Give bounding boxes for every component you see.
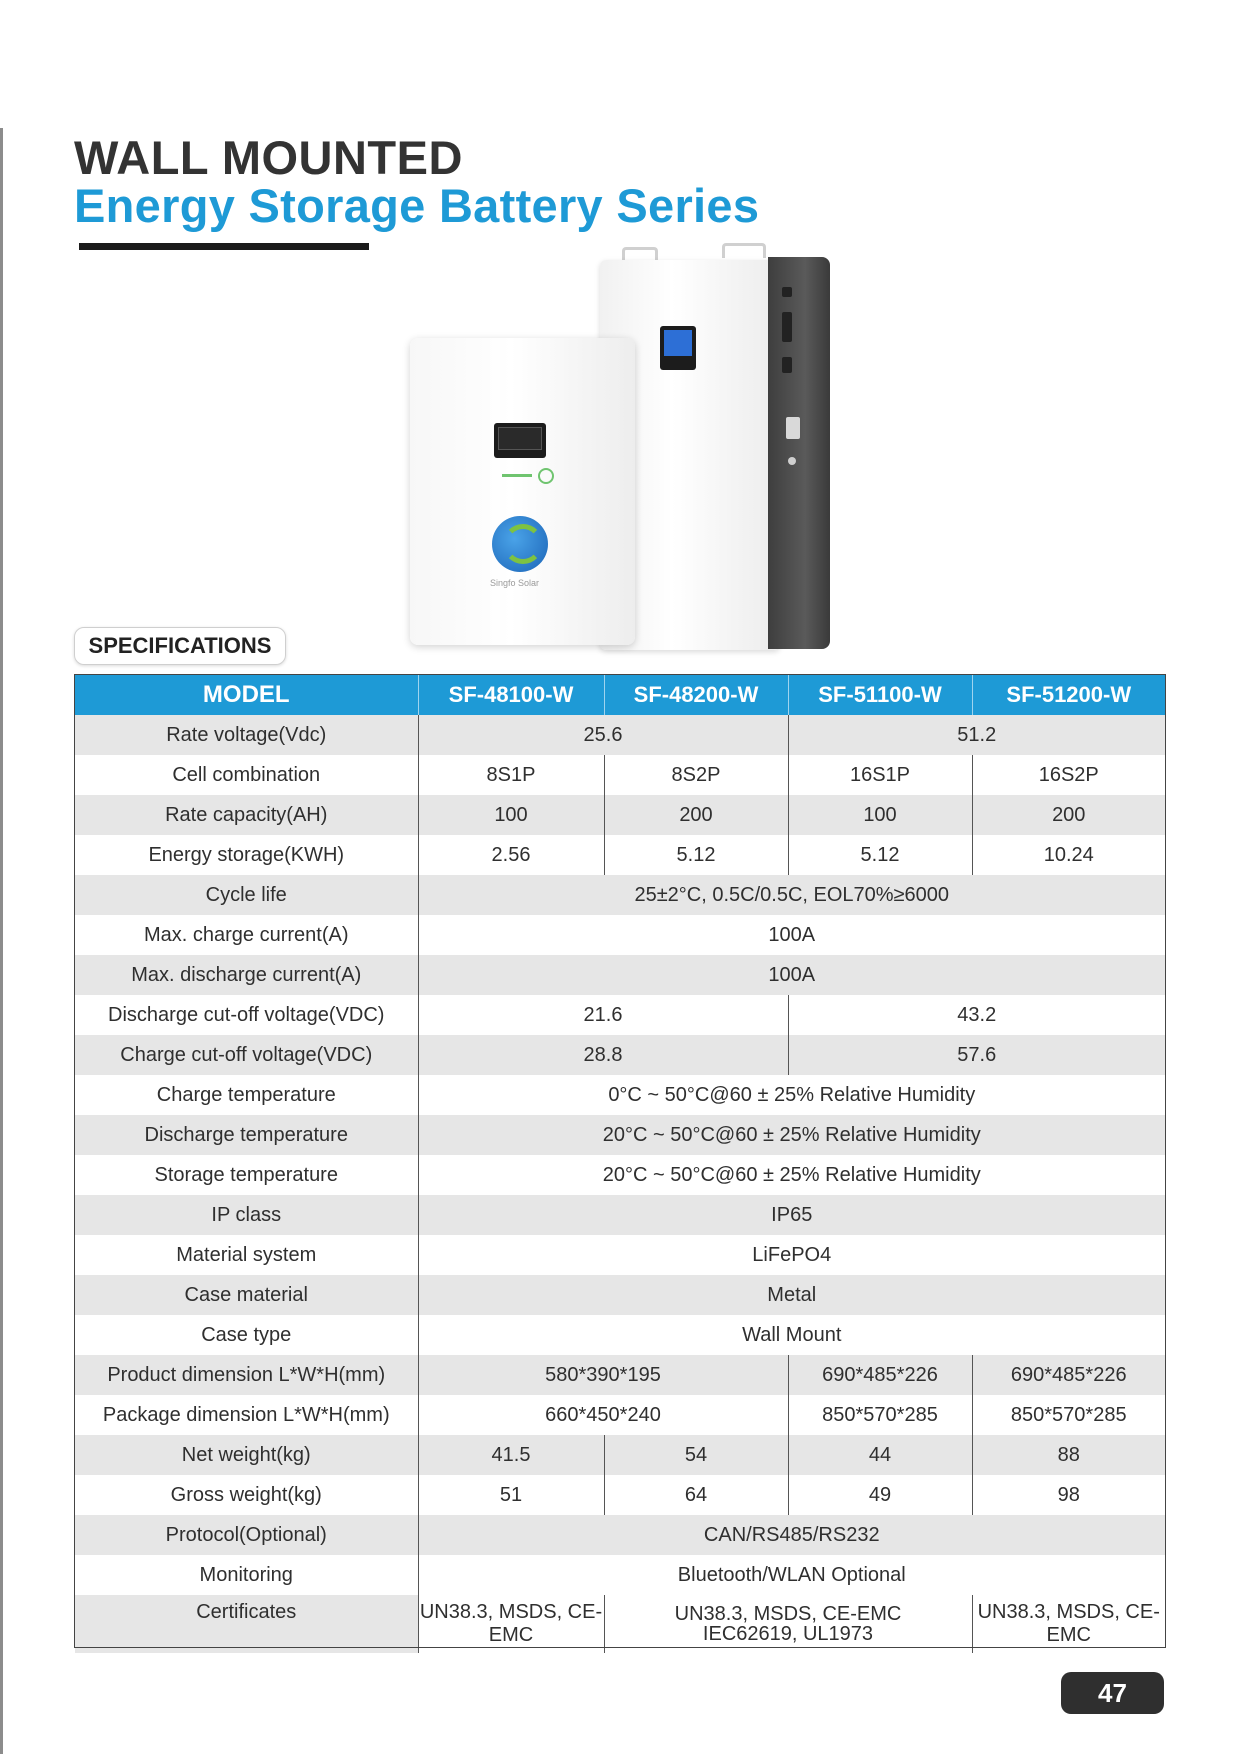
table-row xyxy=(75,915,1165,955)
specifications-table xyxy=(75,675,1165,1653)
table-cell: 850*570*285 xyxy=(972,1395,1165,1435)
specifications-label: SPECIFICATIONS xyxy=(74,627,286,665)
handle-right xyxy=(722,243,766,258)
table-cell: 25.6 xyxy=(418,715,788,755)
table-row xyxy=(75,1475,1165,1515)
table-cell: Wall Mount xyxy=(418,1315,1165,1355)
table-cell: UN38.3, MSDS, CE-EMC xyxy=(418,1595,604,1653)
table-cell: 20°C ~ 50°C@60 ± 25% Relative Humidity xyxy=(418,1115,1165,1155)
table-cell: IP65 xyxy=(418,1195,1165,1235)
table-cell: Metal xyxy=(418,1275,1165,1315)
table-cell: LiFePO4 xyxy=(418,1235,1165,1275)
row-label: Discharge cut-off voltage(VDC) xyxy=(75,995,418,1035)
table-cell: 690*485*226 xyxy=(972,1355,1165,1395)
table-cell: 20°C ~ 50°C@60 ± 25% Relative Humidity xyxy=(418,1155,1165,1195)
brand-logo-text: Singfo Solar xyxy=(490,578,540,588)
table-cell: 100 xyxy=(788,795,972,835)
row-label: Protocol(Optional) xyxy=(75,1515,418,1555)
table-cell: 64 xyxy=(604,1475,788,1515)
row-label: Charge cut-off voltage(VDC) xyxy=(75,1035,418,1075)
table-row xyxy=(75,1235,1165,1275)
table-cell: 49 xyxy=(788,1475,972,1515)
table-row xyxy=(75,1555,1165,1595)
row-label: Cell combination xyxy=(75,755,418,795)
cert-line-1: UN38.3, MSDS, CE-EMC xyxy=(674,1603,902,1625)
header-sf-51200-w: SF-51200-W xyxy=(972,675,1165,715)
row-label: Material system xyxy=(75,1235,418,1275)
row-label: Gross weight(kg) xyxy=(75,1475,418,1515)
table-cell-certificates-double xyxy=(604,1595,972,1653)
table-cell: 580*390*195 xyxy=(418,1355,788,1395)
row-label: Case material xyxy=(75,1275,418,1315)
table-cell: 21.6 xyxy=(418,995,788,1035)
table-cell: 41.5 xyxy=(418,1435,604,1475)
table-cell: 88 xyxy=(972,1435,1165,1475)
table-cell: Bluetooth/WLAN Optional xyxy=(418,1555,1165,1595)
table-cell: 16S1P xyxy=(788,755,972,795)
table-row xyxy=(75,1195,1165,1235)
table-row xyxy=(75,875,1165,915)
row-label: Rate voltage(Vdc) xyxy=(75,715,418,755)
table-cell: 43.2 xyxy=(788,995,1165,1035)
table-row xyxy=(75,955,1165,995)
table-cell: 8S2P xyxy=(604,755,788,795)
left-margin-rule xyxy=(0,128,3,1754)
table-row xyxy=(75,995,1165,1035)
row-label: Package dimension L*W*H(mm) xyxy=(75,1395,418,1435)
header-sf-48100-w: SF-48100-W xyxy=(418,675,604,715)
table-cell: UN38.3, MSDS, CE-EMC xyxy=(972,1595,1165,1653)
table-cell: 51.2 xyxy=(788,715,1165,755)
row-label: Energy storage(KWH) xyxy=(75,835,418,875)
table-cell: 5.12 xyxy=(788,835,972,875)
logo-swirl-icon xyxy=(503,524,543,564)
title-series: Energy Storage Battery Series xyxy=(74,179,760,232)
table-cell: 100 xyxy=(418,795,604,835)
row-label: Max. charge current(A) xyxy=(75,915,418,955)
row-label: Monitoring xyxy=(75,1555,418,1595)
row-label: Case type xyxy=(75,1315,418,1355)
row-label: Rate capacity(AH) xyxy=(75,795,418,835)
table-row xyxy=(75,1595,1165,1653)
table-cell: 5.12 xyxy=(604,835,788,875)
table-row xyxy=(75,715,1165,755)
row-label: Charge temperature xyxy=(75,1075,418,1115)
table-cell: 2.56 xyxy=(418,835,604,875)
table-row xyxy=(75,1515,1165,1555)
table-row xyxy=(75,1115,1165,1155)
header-sf-51100-w: SF-51100-W xyxy=(788,675,972,715)
lcd-display-small xyxy=(494,423,546,458)
product-image xyxy=(400,255,840,655)
table-cell: 200 xyxy=(604,795,788,835)
battery-unit-small xyxy=(410,338,635,645)
row-label: Max. discharge current(A) xyxy=(75,955,418,995)
row-label: Net weight(kg) xyxy=(75,1435,418,1475)
table-cell: 51 xyxy=(418,1475,604,1515)
table-cell: 0°C ~ 50°C@60 ± 25% Relative Humidity xyxy=(418,1075,1165,1115)
table-cell: 25±2°C, 0.5C/0.5C, EOL70%≥6000 xyxy=(418,875,1165,915)
table-cell: 57.6 xyxy=(788,1035,1165,1075)
table-cell: 850*570*285 xyxy=(788,1395,972,1435)
row-label: Discharge temperature xyxy=(75,1115,418,1155)
table-row xyxy=(75,1395,1165,1435)
row-label: Certificates xyxy=(75,1595,418,1653)
table-header-row xyxy=(75,675,1165,715)
table-cell: CAN/RS485/RS232 xyxy=(418,1515,1165,1555)
title-underline xyxy=(79,243,369,250)
row-label: Storage temperature xyxy=(75,1155,418,1195)
title-wall-mounted: WALL MOUNTED xyxy=(74,131,463,184)
table-row xyxy=(75,755,1165,795)
table-cell: 660*450*240 xyxy=(418,1395,788,1435)
table-cell: 10.24 xyxy=(972,835,1165,875)
lcd-display-large xyxy=(660,326,696,370)
header-sf-48200-w: SF-48200-W xyxy=(604,675,788,715)
row-label: IP class xyxy=(75,1195,418,1235)
table-row xyxy=(75,835,1165,875)
table-cell: 54 xyxy=(604,1435,788,1475)
table-cell: 16S2P xyxy=(972,755,1165,795)
row-label: Product dimension L*W*H(mm) xyxy=(75,1355,418,1395)
table-row xyxy=(75,795,1165,835)
table-row xyxy=(75,1275,1165,1315)
cert-line-2: IEC62619, UL1973 xyxy=(702,1623,874,1645)
table-cell: 690*485*226 xyxy=(788,1355,972,1395)
table-cell: 28.8 xyxy=(418,1035,788,1075)
table-cell: 44 xyxy=(788,1435,972,1475)
header-model: MODEL xyxy=(75,675,418,715)
page-number-badge: 47 xyxy=(1061,1672,1164,1714)
table-row xyxy=(75,1075,1165,1115)
row-label: Cycle life xyxy=(75,875,418,915)
table-cell: 100A xyxy=(418,915,1165,955)
table-cell: 98 xyxy=(972,1475,1165,1515)
table-row xyxy=(75,1355,1165,1395)
table-cell: 8S1P xyxy=(418,755,604,795)
table-row xyxy=(75,1155,1165,1195)
table-cell: 100A xyxy=(418,955,1165,995)
table-row xyxy=(75,1315,1165,1355)
table-cell: 200 xyxy=(972,795,1165,835)
power-button-icon xyxy=(538,468,554,484)
table-row xyxy=(75,1035,1165,1075)
battery-side-panel xyxy=(768,257,830,649)
table-row xyxy=(75,1435,1165,1475)
